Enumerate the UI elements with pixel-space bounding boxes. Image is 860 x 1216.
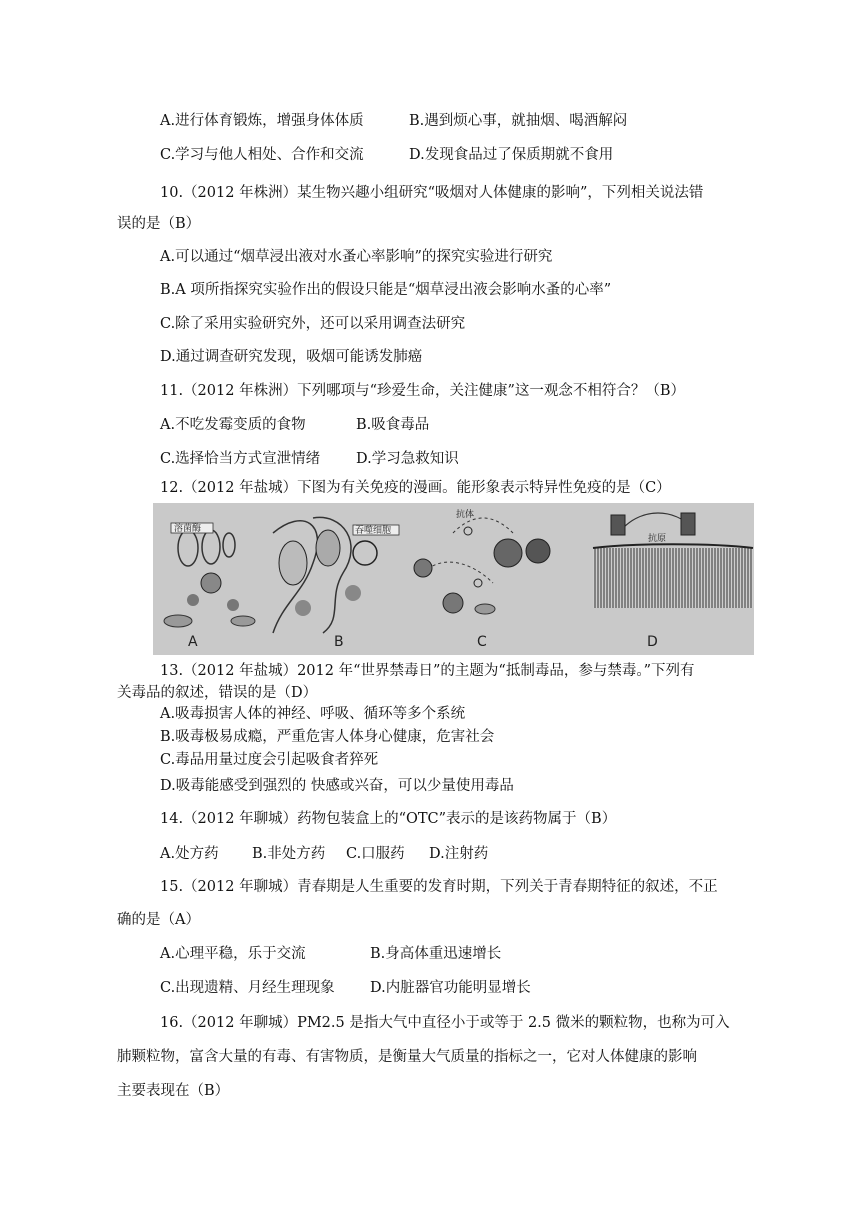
q16-stem-line2: 肺颗粒物，富含大量的有毒、有害物质，是衡量大气质量的指标之一，它对人体健康的影响 [117,1049,697,1065]
q10-stem-line1: 10.（2012 年株洲）某生物兴趣小组研究“吸烟对人体健康的影响”，下列相关说法错 [160,185,704,201]
panel-a-label: A [188,634,198,650]
q10-stem-line2: 误的是（B） [117,216,201,232]
q9-option-b: B.遇到烦心事，就抽烟、喝酒解闷 [409,113,628,129]
q11-stem: 11.（2012 年株洲）下列哪项与“珍爱生命，关注健康”这一观念不相符合？（B） [160,383,686,399]
q14-option-b: B.非处方药 [252,846,326,862]
q13-stem-line2: 关毒品的叙述，错误的是（D） [117,685,318,701]
panel-b-caption: 吞噬细胞 [355,526,392,536]
q13-stem-line1: 13.（2012 年盐城）2012 年“世界禁毒日”的主题为“抵制毒品，参与禁毒。”下列有 [160,663,695,679]
immunity-cartoon-svg [153,503,754,655]
q11-option-a: A.不吃发霉变质的食物 [160,417,306,433]
q11-option-d: D.学习急救知识 [356,451,459,467]
panel-d-caption: 抗原 [648,534,667,544]
q10-option-b: B.A 项所指探究实验作出的假设只能是“烟草浸出液会影响水蚤的心率” [160,282,612,298]
panel-b-drawing [273,517,399,650]
q14-option-a: A.处方药 [160,846,219,862]
q9-option-a: A.进行体育锻炼，增强身体体质 [160,113,364,129]
q15-option-b: B.身高体重迅速增长 [370,946,502,962]
q12-stem: 12.（2012 年盐城）下图为有关免疫的漫画。能形象表示特异性免疫的是（C） [160,480,671,496]
q13-option-b: B.吸毒极易成瘾，严重危害人体身心健康，危害社会 [160,729,495,745]
q9-option-c: C.学习与他人相处、合作和交流 [160,147,364,163]
q16-stem-line3: 主要表现在（B） [117,1083,230,1099]
q10-option-c: C.除了采用实验研究外，还可以采用调查法研究 [160,316,466,332]
q10-option-a: A.可以通过“烟草浸出液对水蚤心率影响”的探究实验进行研究 [160,249,553,265]
q11-option-c: C.选择恰当方式宣泄情绪 [160,451,321,467]
q13-option-a: A.吸毒损害人体的神经、呼吸、循环等多个系统 [160,706,466,722]
panel-c-caption: 抗体 [456,510,475,520]
q13-option-d: D.吸毒能感受到强烈的 快感或兴奋，可以少量使用毒品 [160,778,514,794]
q15-option-a: A.心理平稳，乐于交流 [160,946,306,962]
panel-a-drawing [164,522,255,650]
q15-option-c: C.出现遗精、月经生理现象 [160,980,335,996]
immunity-cartoon-figure [153,503,754,655]
q13-option-c: C.毒品用量过度会引起吸食者猝死 [160,752,379,768]
panel-a-caption: 溶菌酶 [174,524,202,534]
panel-d-label: D [647,634,658,650]
q9-option-d: D.发现食品过了保质期就不食用 [409,147,614,163]
q16-stem-line1: 16.（2012 年聊城）PM2.5 是指大气中直径小于或等于 2.5 微米的颗粒物，也称为可入 [160,1015,730,1031]
q14-option-c: C.口服药 [346,846,405,862]
q15-option-d: D.内脏器官功能明显增长 [370,980,531,996]
q11-option-b: B.吸食毒品 [356,417,430,433]
panel-c-label: C [477,634,487,650]
q14-option-d: D.注射药 [429,846,489,862]
panel-b-label: B [334,634,344,650]
q14-stem: 14.（2012 年聊城）药物包装盒上的“OTC”表示的是该药物属于（B） [160,811,617,827]
q15-stem-line1: 15.（2012 年聊城）青春期是人生重要的发育时期，下列关于青春期特征的叙述，不正 [160,879,718,895]
q15-stem-line2: 确的是（A） [117,912,200,928]
panel-c-drawing [414,508,550,650]
panel-d-drawing [593,513,753,650]
q10-option-d: D.通过调查研究发现，吸烟可能诱发肺癌 [160,349,423,365]
